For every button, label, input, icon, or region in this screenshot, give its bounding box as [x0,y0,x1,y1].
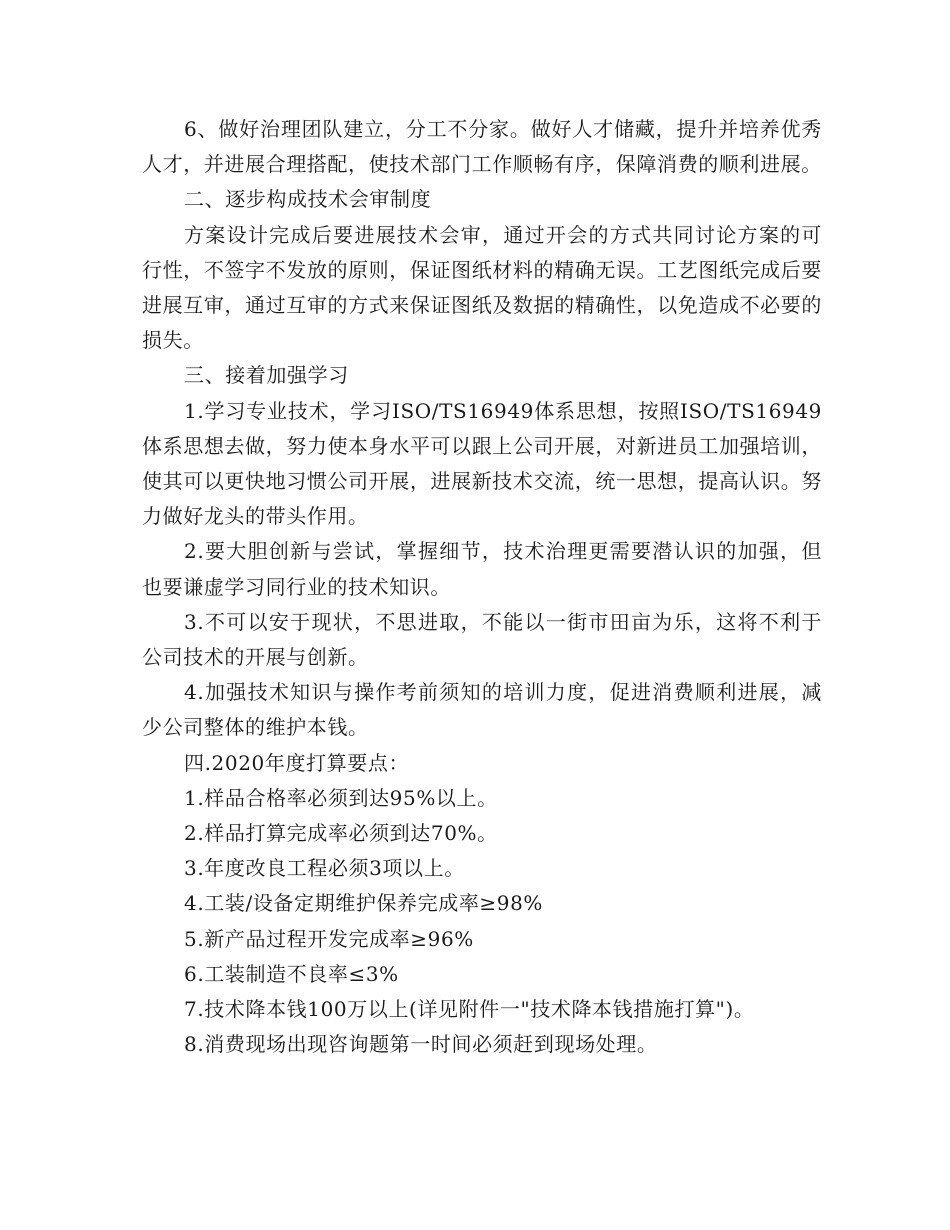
paragraph-learning-2: 2.要大胆创新与尝试，掌握细节，技术治理更需要潜认识的加强，但也要谦虚学习同行业的技术知识。 [142,539,822,599]
paragraph-team-building: 6、做好治理团队建立，分工不分家。做好人才储藏，提升并培养优秀人才，并进展合理搭配，使技术部门工作顺畅有序，保障消费的顺利进展。 [142,117,822,177]
plan-item-1: 1.样品合格率必须到达95%以上。 [184,785,498,810]
paragraph-learning-1: 1.学习专业技术，学习ISO/TS16949体系思想，按照ISO/TS16949体系思想去做，努力使本身水平可以跟上公司开展，对新进员工加强培训，使其可以更快地习惯公司开展，进展新技术交流，统一思想，提高认识。努力做好龙头的带头作用。 [142,398,822,529]
plan-item-5: 5.新产品过程开发完成率≥96% [184,926,474,951]
section-heading-plan-2020: 四.2020年度打算要点： [184,750,410,775]
plan-item-6: 6.工装制造不良率≤3% [184,961,399,986]
paragraph-learning-4: 4.加强技术知识与操作考前须知的培训力度，促进消费顺利进展，减少公司整体的维护本钱。 [142,680,822,740]
plan-item-2: 2.样品打算完成率必须到达70%。 [184,821,498,846]
section-heading-learning: 三、接着加强学习 [184,363,349,388]
plan-item-8: 8.消费现场出现咨询题第一时间必须赶到现场处理。 [184,1032,658,1057]
paragraph-technical-review: 方案设计完成后要进展技术会审，通过开会的方式共同讨论方案的可行性，不签字不发放的原则，保证图纸材料的精确无误。工艺图纸完成后要进展互审，通过互审的方式来保证图纸及数据的精确性，以免造成不必要的损失。 [142,222,822,353]
plan-item-4: 4.工装/设备定期维护保养完成率≥98% [184,891,544,916]
document-page [142,112,822,1062]
paragraph-learning-3: 3.不可以安于现状，不思进取，不能以一街市田亩为乐，这将不利于公司技术的开展与创新。 [142,609,822,670]
plan-item-3: 3.年度改良工程必须3项以上。 [184,856,465,881]
plan-item-7: 7.技术降本钱100万以上(详见附件一"技术降本钱措施打算")。 [184,997,755,1022]
section-heading-technical-review: 二、逐步构成技术会审制度 [184,187,432,212]
